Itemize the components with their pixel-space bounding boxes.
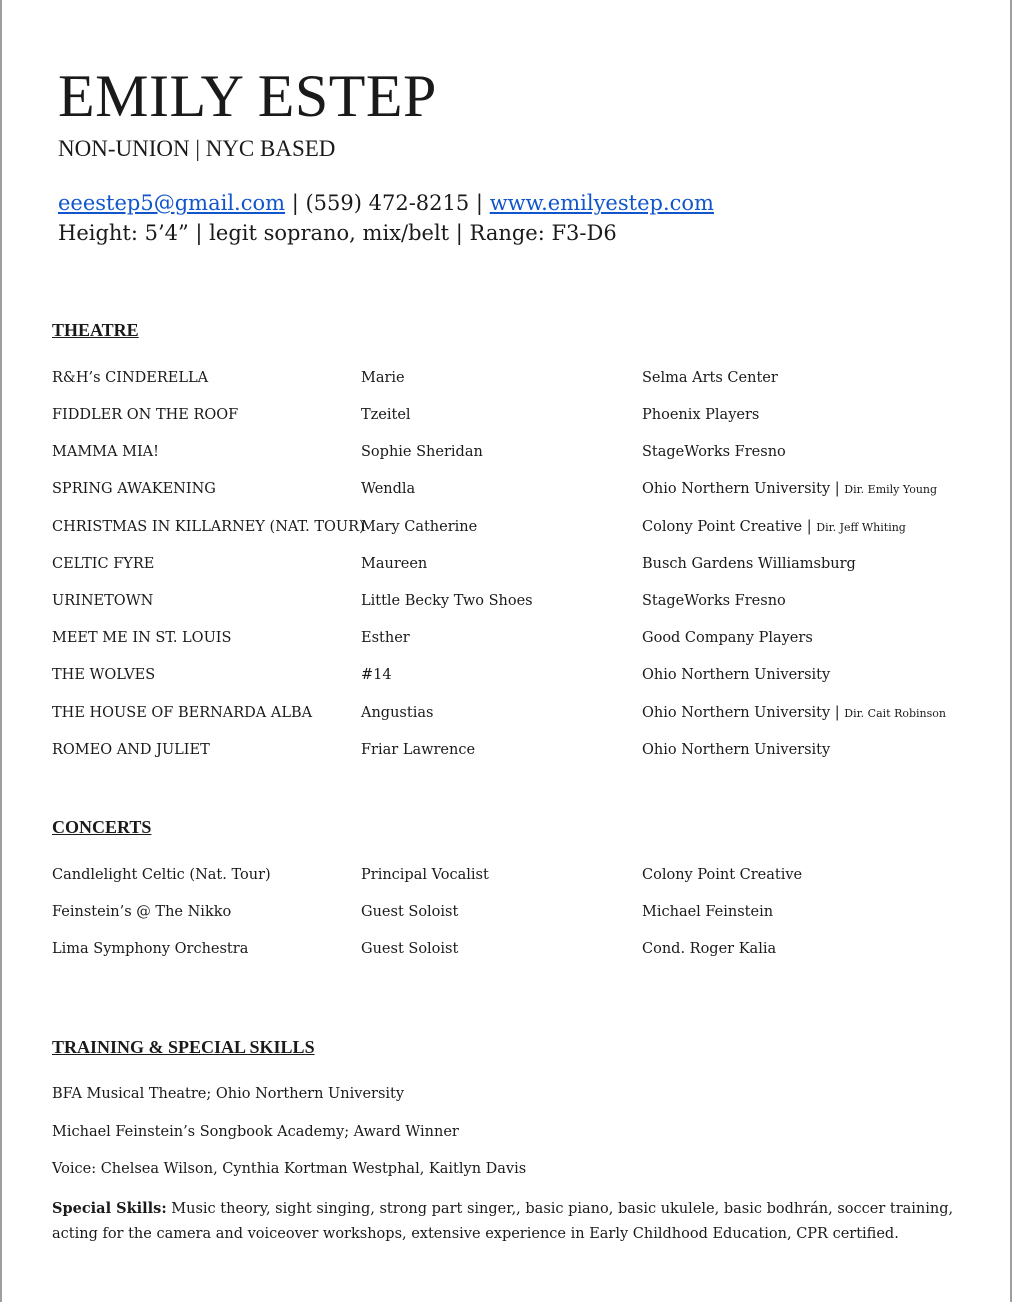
credit-role: #14 xyxy=(361,667,392,683)
section-title-training: TRAINING & SPECIAL SKILLS xyxy=(52,1037,315,1057)
director-credit: Dir. Jeff Whiting xyxy=(816,521,906,534)
credit-row xyxy=(0,904,1012,928)
company-name: Ohio Northern University xyxy=(642,667,831,683)
credit-show: Feinstein’s @ The Nikko xyxy=(52,904,232,920)
training-item: BFA Musical Theatre; Ohio Northern University xyxy=(52,1086,405,1102)
credit-show: Candlelight Celtic (Nat. Tour) xyxy=(52,867,271,883)
credit-company xyxy=(642,630,813,646)
contact-separator: | xyxy=(285,191,306,215)
performer-name: EMILY ESTEP xyxy=(58,63,437,129)
director-credit: Dir. Emily Young xyxy=(844,483,938,496)
company-name: Good Company Players xyxy=(642,630,813,646)
credit-row xyxy=(0,667,1012,691)
company-name: Phoenix Players xyxy=(642,407,760,423)
credit-show: MAMMA MIA! xyxy=(52,444,159,460)
company-name: Busch Gardens Williamsburg xyxy=(642,556,856,572)
company-name: Ohio Northern University xyxy=(642,481,831,497)
website-link[interactable]: www.emilyestep.com xyxy=(489,191,714,215)
credit-role: Angustias xyxy=(361,705,434,721)
credit-company: Cond. Roger Kalia xyxy=(642,941,777,957)
credit-company xyxy=(642,407,759,423)
credit-role: Friar Lawrence xyxy=(361,742,476,758)
credit-role: Esther xyxy=(361,630,410,646)
special-skills-text: Music theory, sight singing, strong part singer,, basic piano, basic ukulele, basic bodhrán, soccer training, acting for the camera and voiceover workshops, extensive experience in Early Childhood Education, CPR certified. xyxy=(52,1201,954,1242)
credit-show: R&H’s CINDERELLA xyxy=(52,370,209,386)
credit-show: URINETOWN xyxy=(52,593,154,609)
credit-show: SPRING AWAKENING xyxy=(52,481,216,497)
credit-show: CELTIC FYRE xyxy=(52,556,155,572)
credit-company: Michael Feinstein xyxy=(642,904,774,920)
email-link[interactable]: eeestep5@gmail.com xyxy=(58,191,286,215)
company-name: StageWorks Fresno xyxy=(642,444,786,460)
credit-row xyxy=(0,407,1012,431)
credit-company xyxy=(642,667,830,683)
credit-row xyxy=(0,519,1012,543)
training-item: Voice: Chelsea Wilson, Cynthia Kortman Westphal, Kaitlyn Davis xyxy=(52,1161,527,1177)
credit-company xyxy=(642,370,778,386)
credit-row xyxy=(0,867,1012,891)
credit-show: ROMEO AND JULIET xyxy=(52,742,210,758)
credit-row xyxy=(0,705,1012,729)
company-name: StageWorks Fresno xyxy=(642,593,786,609)
credit-row xyxy=(0,481,1012,505)
credit-show: FIDDLER ON THE ROOF xyxy=(52,407,239,423)
credit-row xyxy=(0,370,1012,394)
credit-show: MEET ME IN ST. LOUIS xyxy=(52,630,232,646)
special-skills-label: Special Skills: xyxy=(52,1200,167,1217)
company-name: Ohio Northern University xyxy=(642,742,831,758)
credit-show: THE HOUSE OF BERNARDA ALBA xyxy=(52,705,313,721)
credit-company: Colony Point Creative | Dir. Jeff Whiting xyxy=(642,519,906,535)
section-title-theatre: THEATRE xyxy=(52,320,139,340)
training-item: Michael Feinstein’s Songbook Academy; Award Winner xyxy=(52,1124,459,1140)
credit-company xyxy=(642,444,786,460)
credit-role: Sophie Sheridan xyxy=(361,444,483,460)
union-status: NON-UNION | NYC BASED xyxy=(58,136,336,161)
director-credit: Dir. Cait Robinson xyxy=(844,707,946,720)
credit-row xyxy=(0,941,1012,965)
company-name: Ohio Northern University xyxy=(642,705,831,721)
credit-row xyxy=(0,444,1012,468)
credit-role: Guest Soloist xyxy=(361,904,459,920)
credit-row xyxy=(0,556,1012,580)
credit-company: Colony Point Creative xyxy=(642,867,803,883)
credit-role: Marie xyxy=(361,370,405,386)
credit-show: CHRISTMAS IN KILLARNEY (NAT. TOUR) xyxy=(52,519,365,535)
company-name: Selma Arts Center xyxy=(642,370,778,386)
credit-role: Maureen xyxy=(361,556,428,572)
credit-show: THE WOLVES xyxy=(52,667,156,683)
credit-role: Mary Catherine xyxy=(361,519,478,535)
credit-row xyxy=(0,593,1012,617)
credit-role: Tzeitel xyxy=(361,407,411,423)
credit-row xyxy=(0,742,1012,766)
credit-role: Guest Soloist xyxy=(361,941,459,957)
contact-line xyxy=(58,191,714,215)
credit-role: Wendla xyxy=(361,481,416,497)
credit-company xyxy=(642,556,856,572)
credit-role: Little Becky Two Shoes xyxy=(361,593,533,609)
vocal-stats: Height: 5’4” | legit soprano, mix/belt | Range: F3-D6 xyxy=(58,221,617,245)
phone-number: (559) 472-8215 xyxy=(305,191,470,215)
credit-company: Ohio Northern University | Dir. Cait Robinson xyxy=(642,705,946,721)
section-title-concerts: CONCERTS xyxy=(52,817,152,837)
credit-show: Lima Symphony Orchestra xyxy=(52,941,249,957)
credit-company xyxy=(642,742,830,758)
credit-company: Ohio Northern University | Dir. Emily Young xyxy=(642,481,938,497)
special-skills xyxy=(52,1196,987,1247)
contact-separator: | xyxy=(469,191,490,215)
credit-row xyxy=(0,630,1012,654)
credit-role: Principal Vocalist xyxy=(361,867,489,883)
credit-company xyxy=(642,593,786,609)
company-name: Colony Point Creative xyxy=(642,519,803,535)
